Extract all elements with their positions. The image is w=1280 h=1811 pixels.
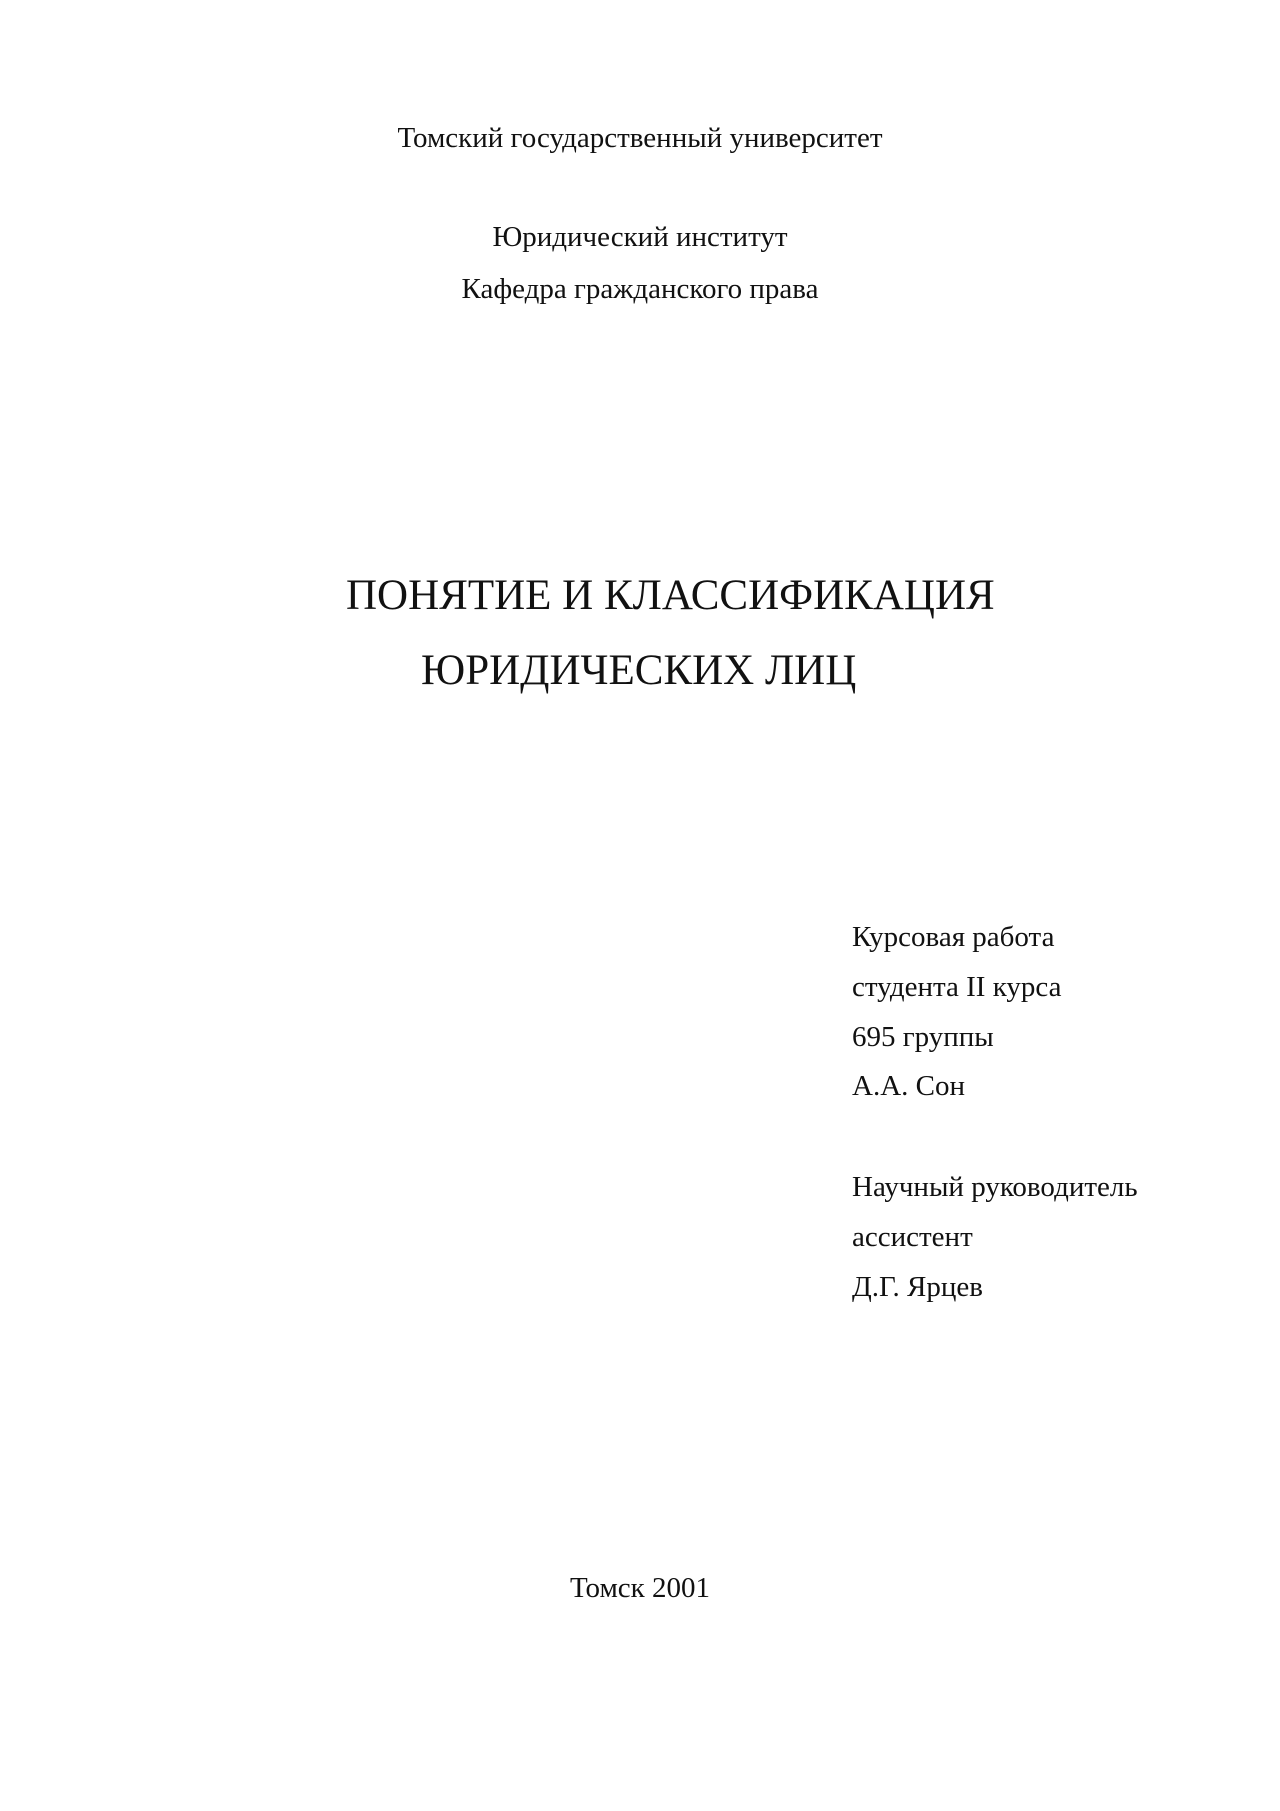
student-group: 695 группы	[852, 1021, 994, 1053]
student-course: студента II курса	[852, 971, 1062, 1003]
institute-name: Юридический институт	[492, 221, 788, 253]
supervisor-name: Д.Г. Ярцев	[852, 1271, 983, 1303]
work-title-line-1: ПОНЯТИЕ И КЛАССИФИКАЦИЯ	[346, 572, 995, 619]
university-name: Томский государственный университет	[397, 122, 883, 154]
work-title-line-2: ЮРИДИЧЕСКИХ ЛИЦ	[421, 647, 857, 694]
department-name: Кафедра гражданского права	[461, 273, 819, 305]
supervisor-role: Научный руководитель	[852, 1171, 1138, 1203]
student-name: А.А. Сон	[852, 1070, 965, 1102]
city-year: Томск 2001	[569, 1572, 711, 1604]
supervisor-position: ассистент	[852, 1221, 973, 1253]
work-type: Курсовая работа	[852, 921, 1055, 953]
